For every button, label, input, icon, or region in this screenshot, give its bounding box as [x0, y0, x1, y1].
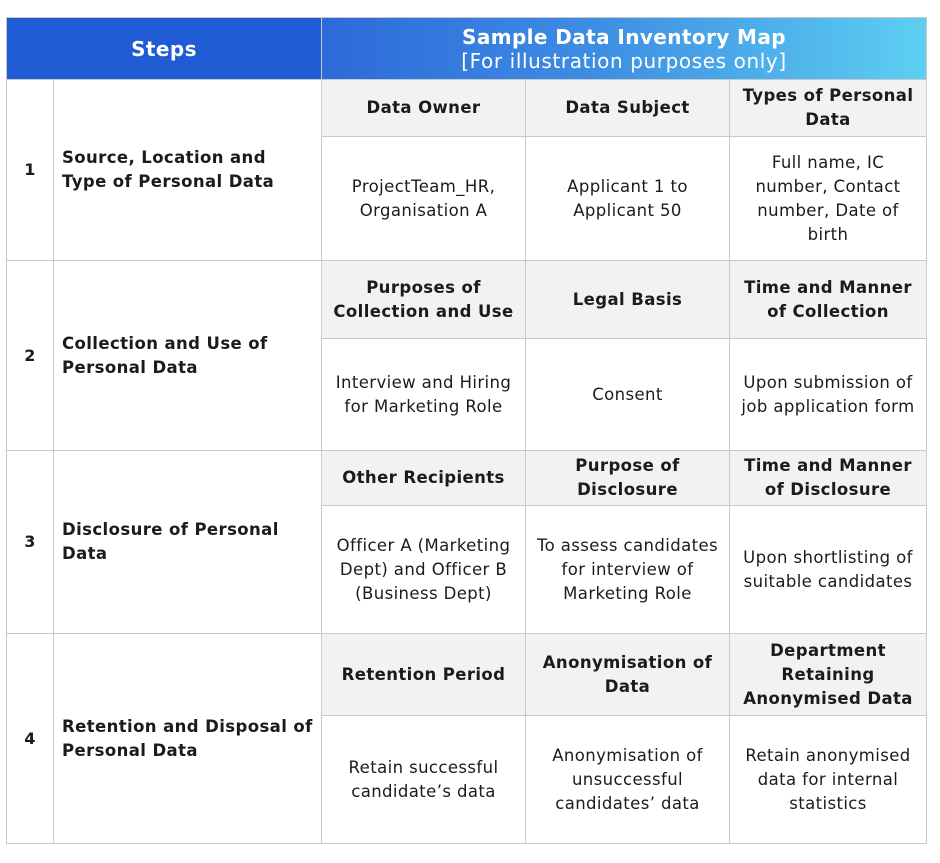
- step-number: 2: [7, 261, 54, 451]
- step-title: Retention and Disposal of Personal Data: [54, 634, 322, 844]
- steps-header: Steps: [7, 18, 322, 80]
- column-header: Data Owner: [322, 80, 526, 137]
- column-header: Retention Period: [322, 634, 526, 716]
- value-cell: ProjectTeam_HR, Organisation A: [322, 137, 526, 261]
- value-cell: Applicant 1 to Applicant 50: [526, 137, 730, 261]
- column-header: Time and Manner of Collection: [730, 261, 927, 339]
- column-header: Anonymisation of Data: [526, 634, 730, 716]
- column-header: Data Subject: [526, 80, 730, 137]
- value-cell: Upon shortlisting of suitable candidates: [730, 506, 927, 634]
- value-cell: To assess candidates for interview of Marketing Role: [526, 506, 730, 634]
- column-header: Department Retaining Anonymised Data: [730, 634, 927, 716]
- map-header: [322, 18, 927, 80]
- column-header: Time and Manner of Disclosure: [730, 451, 927, 506]
- map-subtitle: [For illustration purposes only]: [461, 48, 787, 73]
- value-cell: Upon submission of job application form: [730, 339, 927, 451]
- value-cell: Officer A (Marketing Dept) and Officer B (Business Dept): [322, 506, 526, 634]
- step-number: 4: [7, 634, 54, 844]
- step-number: 3: [7, 451, 54, 634]
- column-header: Purpose of Disclosure: [526, 451, 730, 506]
- value-cell: Retain anonymised data for internal statistics: [730, 716, 927, 844]
- column-header: Purposes of Collection and Use: [322, 261, 526, 339]
- column-header: Legal Basis: [526, 261, 730, 339]
- step-number: 1: [7, 80, 54, 261]
- map-title: Sample Data Inventory Map: [462, 24, 786, 49]
- step-title: Collection and Use of Personal Data: [54, 261, 322, 451]
- data-inventory-table: [6, 17, 927, 844]
- value-cell: Interview and Hiring for Marketing Role: [322, 339, 526, 451]
- value-cell: Full name, IC number, Contact number, Date of birth: [730, 137, 927, 261]
- column-header: Other Recipients: [322, 451, 526, 506]
- column-header: Types of Personal Data: [730, 80, 927, 137]
- value-cell: Consent: [526, 339, 730, 451]
- step-title: Source, Location and Type of Personal Data: [54, 80, 322, 261]
- value-cell: Anonymisation of unsuccessful candidates’ data: [526, 716, 730, 844]
- value-cell: Retain successful candidate’s data: [322, 716, 526, 844]
- step-title: Disclosure of Personal Data: [54, 451, 322, 634]
